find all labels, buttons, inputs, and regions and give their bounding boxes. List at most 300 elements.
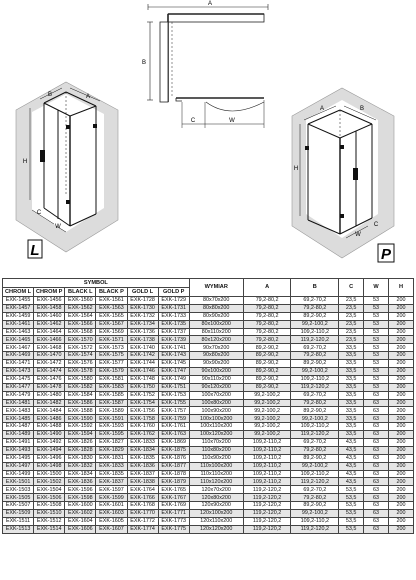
- table-cell: EXK-1746: [127, 368, 158, 376]
- table-cell: 90x120x200: [189, 383, 243, 391]
- table-cell: EXK-1599: [96, 494, 127, 502]
- table-cell: 200: [389, 446, 414, 454]
- table-cell: 23,5: [339, 304, 364, 312]
- table-cell: 100x120x200: [189, 431, 243, 439]
- table-cell: EXK-1587: [96, 399, 127, 407]
- col-header-h: H: [389, 279, 414, 297]
- table-cell: EXK-1577: [96, 360, 127, 368]
- table-cell: 53,5: [339, 502, 364, 510]
- table-cell: 80x100x200: [189, 320, 243, 328]
- table-cell: EXK-1474: [34, 368, 65, 376]
- table-cell: 23,5: [339, 328, 364, 336]
- table-cell: 109,2-110,2: [291, 328, 339, 336]
- table-cell: 109,2-110,2: [291, 517, 339, 525]
- table-cell: EXK-1482: [34, 399, 65, 407]
- table-cell: EXK-1774: [127, 525, 158, 533]
- table-cell: EXK-1769: [158, 502, 189, 510]
- table-cell: 53: [364, 375, 389, 383]
- table-cell: EXK-1742: [127, 352, 158, 360]
- table-cell: EXK-1479: [3, 391, 34, 399]
- table-cell: 99,2-100,2: [291, 510, 339, 518]
- table-cell: EXK-1869: [158, 439, 189, 447]
- table-cell: 200: [389, 478, 414, 486]
- table-cell: 200: [389, 454, 414, 462]
- table-cell: EXK-1481: [3, 399, 34, 407]
- table-cell: 53,5: [339, 510, 364, 518]
- table-cell: 63: [364, 510, 389, 518]
- table-cell: EXK-1576: [65, 360, 96, 368]
- table-cell: 23,5: [339, 297, 364, 305]
- table-cell: 200: [389, 517, 414, 525]
- table-cell: EXK-1739: [158, 336, 189, 344]
- table-cell: EXK-1572: [65, 344, 96, 352]
- table-cell: 43,5: [339, 439, 364, 447]
- table-row: [3, 312, 414, 320]
- table-cell: 53,5: [339, 494, 364, 502]
- table-cell: EXK-1469: [3, 352, 34, 360]
- table-cell: EXK-1489: [3, 431, 34, 439]
- col-header-gold-p: GOLD P: [158, 288, 189, 297]
- table-cell: 200: [389, 336, 414, 344]
- table-cell: 200: [389, 328, 414, 336]
- table-cell: EXK-1485: [3, 415, 34, 423]
- table-cell: EXK-1772: [127, 517, 158, 525]
- table-cell: 110x100x200: [189, 462, 243, 470]
- table-cell: 63: [364, 407, 389, 415]
- table-cell: 79,2-80,2: [291, 304, 339, 312]
- table-cell: 79,2-80,2: [243, 312, 291, 320]
- table-row: [3, 415, 414, 423]
- table-cell: 109,2-110,2: [291, 375, 339, 383]
- table-cell: 200: [389, 470, 414, 478]
- table-body: [3, 297, 414, 534]
- table-row: [3, 383, 414, 391]
- table-cell: 80x90x200: [189, 312, 243, 320]
- left-label-h: H: [22, 159, 28, 165]
- table-cell: EXK-1498: [34, 462, 65, 470]
- table-cell: EXK-1738: [127, 336, 158, 344]
- left-variant-badge: [28, 240, 42, 259]
- table-cell: 69,2-70,2: [291, 344, 339, 352]
- table-cell: EXK-1758: [127, 415, 158, 423]
- table-cell: 120x120x200: [189, 525, 243, 533]
- table-cell: 99,2-100,2: [291, 462, 339, 470]
- table-cell: EXK-1582: [65, 383, 96, 391]
- table-row: [3, 320, 414, 328]
- left-label-c: C: [36, 210, 42, 216]
- table-cell: EXK-1761: [158, 423, 189, 431]
- table-cell: 33,5: [339, 368, 364, 376]
- table-cell: EXK-1510: [34, 510, 65, 518]
- table-cell: 119,2-120,2: [291, 525, 339, 533]
- table-cell: 80x110x200: [189, 328, 243, 336]
- table-row: [3, 423, 414, 431]
- table-cell: 53: [364, 297, 389, 305]
- table-cell: EXK-1560: [65, 297, 96, 305]
- table-cell: 200: [389, 423, 414, 431]
- table-row: [3, 517, 414, 525]
- table-cell: 119,2-120,2: [243, 525, 291, 533]
- table-cell: 69,2-70,2: [291, 439, 339, 447]
- table-cell: EXK-1827: [96, 439, 127, 447]
- table-cell: 200: [389, 510, 414, 518]
- table-cell: EXK-1568: [65, 328, 96, 336]
- table-cell: EXK-1834: [65, 470, 96, 478]
- table-cell: 43,5: [339, 470, 364, 478]
- table-cell: EXK-1574: [65, 352, 96, 360]
- col-header-chrom-l: CHROM L: [3, 288, 34, 297]
- col-header-gold-l: GOLD L: [127, 288, 158, 297]
- symbol-header: SYMBOL: [3, 279, 190, 288]
- table-cell: 63: [364, 423, 389, 431]
- table-cell: 53,5: [339, 486, 364, 494]
- table-cell: EXK-1569: [96, 328, 127, 336]
- table-cell: 200: [389, 494, 414, 502]
- table-cell: EXK-1468: [34, 344, 65, 352]
- table-row: [3, 454, 414, 462]
- table-cell: 200: [389, 297, 414, 305]
- right-label-a: A: [319, 106, 325, 112]
- table-cell: 53: [364, 368, 389, 376]
- table-cell: EXK-1492: [34, 439, 65, 447]
- table-cell: 53,5: [339, 517, 364, 525]
- table-cell: 100x70x200: [189, 391, 243, 399]
- table-cell: EXK-1586: [65, 399, 96, 407]
- left-label-b: B: [47, 92, 53, 98]
- table-cell: 89,2-90,2: [291, 454, 339, 462]
- table-cell: 119,2-120,2: [243, 494, 291, 502]
- table-cell: EXK-1875: [158, 446, 189, 454]
- table-cell: 63: [364, 470, 389, 478]
- table-cell: EXK-1562: [65, 304, 96, 312]
- table-cell: 79,2-80,2: [243, 336, 291, 344]
- table-cell: 89,2-90,2: [243, 375, 291, 383]
- table-cell: 200: [389, 304, 414, 312]
- table-cell: 200: [389, 312, 414, 320]
- table-cell: 33,5: [339, 360, 364, 368]
- table-cell: EXK-1563: [96, 304, 127, 312]
- table-cell: EXK-1508: [34, 502, 65, 510]
- table-cell: 33,5: [339, 423, 364, 431]
- table-cell: EXK-1505: [3, 494, 34, 502]
- table-cell: 109,2-110,2: [243, 454, 291, 462]
- table-cell: EXK-1604: [65, 517, 96, 525]
- col-header-wymiar: WYMIAR: [189, 279, 243, 297]
- plan-label-b: B: [141, 60, 147, 66]
- table-cell: EXK-1503: [3, 486, 34, 494]
- table-cell: EXK-1775: [158, 525, 189, 533]
- table-cell: EXK-1509: [3, 510, 34, 518]
- table-row: [3, 368, 414, 376]
- table-cell: EXK-1731: [158, 304, 189, 312]
- table-cell: EXK-1590: [65, 415, 96, 423]
- table-cell: EXK-1573: [96, 344, 127, 352]
- table-cell: EXK-1465: [3, 336, 34, 344]
- table-cell: 99,2-100,2: [243, 407, 291, 415]
- table-row: [3, 502, 414, 510]
- table-cell: 79,2-80,2: [243, 320, 291, 328]
- table-cell: 109,2-110,2: [291, 423, 339, 431]
- table-cell: 63: [364, 454, 389, 462]
- table-cell: EXK-1607: [96, 525, 127, 533]
- table-cell: 99,2-100,2: [243, 415, 291, 423]
- table-cell: EXK-1828: [65, 446, 96, 454]
- table-cell: 99,2-100,2: [243, 399, 291, 407]
- table-cell: 200: [389, 383, 414, 391]
- table-cell: 89,2-90,2: [243, 383, 291, 391]
- table-cell: EXK-1484: [34, 407, 65, 415]
- table-row: [3, 328, 414, 336]
- table-cell: 33,5: [339, 344, 364, 352]
- table-cell: EXK-1500: [34, 470, 65, 478]
- right-label-c: C: [373, 222, 379, 228]
- table-cell: 200: [389, 462, 414, 470]
- table-cell: 63: [364, 446, 389, 454]
- table-cell: EXK-1501: [3, 478, 34, 486]
- table-cell: 53,5: [339, 525, 364, 533]
- table-cell: EXK-1458: [34, 304, 65, 312]
- table-cell: 23,5: [339, 320, 364, 328]
- plan-label-w: W: [229, 118, 235, 124]
- table-cell: 79,2-80,2: [291, 352, 339, 360]
- table-row: [3, 375, 414, 383]
- table-cell: EXK-1490: [34, 431, 65, 439]
- table-cell: EXK-1588: [65, 407, 96, 415]
- table-cell: 99,2-100,2: [291, 415, 339, 423]
- table-cell: 43,5: [339, 454, 364, 462]
- table-cell: EXK-1487: [3, 423, 34, 431]
- table-cell: EXK-1461: [3, 320, 34, 328]
- table-cell: EXK-1593: [96, 423, 127, 431]
- product-drawings: [0, 0, 416, 270]
- table-cell: 200: [389, 344, 414, 352]
- table-cell: 69,2-70,2: [291, 486, 339, 494]
- table-row: [3, 399, 414, 407]
- table-cell: 79,2-80,2: [291, 494, 339, 502]
- table-cell: EXK-1583: [96, 383, 127, 391]
- table-cell: EXK-1471: [3, 360, 34, 368]
- table-cell: EXK-1570: [65, 336, 96, 344]
- table-cell: EXK-1605: [96, 517, 127, 525]
- table-cell: EXK-1836: [65, 478, 96, 486]
- table-cell: 53: [364, 304, 389, 312]
- table-row: [3, 360, 414, 368]
- plan-view-diagram: [147, 4, 268, 128]
- table-cell: EXK-1598: [65, 494, 96, 502]
- table-cell: EXK-1826: [65, 439, 96, 447]
- table-cell: 69,2-70,2: [291, 297, 339, 305]
- table-cell: 120x100x200: [189, 510, 243, 518]
- table-cell: EXK-1606: [65, 525, 96, 533]
- table-cell: EXK-1514: [34, 525, 65, 533]
- table-row: [3, 494, 414, 502]
- table-cell: EXK-1755: [158, 399, 189, 407]
- table-cell: EXK-1744: [127, 360, 158, 368]
- table-cell: EXK-1762: [127, 431, 158, 439]
- table-cell: EXK-1580: [65, 375, 96, 383]
- table-cell: EXK-1737: [158, 328, 189, 336]
- right-variant-badge: [378, 244, 394, 263]
- table-cell: EXK-1759: [158, 415, 189, 423]
- table-cell: 200: [389, 525, 414, 533]
- table-cell: EXK-1475: [3, 375, 34, 383]
- table-cell: EXK-1831: [96, 454, 127, 462]
- table-cell: 79,2-80,2: [291, 399, 339, 407]
- table-cell: EXK-1571: [96, 336, 127, 344]
- table-cell: 53: [364, 320, 389, 328]
- table-cell: EXK-1838: [127, 478, 158, 486]
- table-cell: 99,2-100,2: [243, 423, 291, 431]
- table-cell: EXK-1466: [34, 336, 65, 344]
- table-cell: 43,5: [339, 462, 364, 470]
- table-cell: EXK-1463: [3, 328, 34, 336]
- table-cell: EXK-1728: [127, 297, 158, 305]
- table-cell: EXK-1829: [96, 446, 127, 454]
- table-row: [3, 297, 414, 305]
- table-row: [3, 525, 414, 533]
- table-cell: 43,5: [339, 446, 364, 454]
- col-header-chrom-p: CHROM P: [34, 288, 65, 297]
- table-cell: EXK-1581: [96, 375, 127, 383]
- table-cell: 200: [389, 431, 414, 439]
- table-row: [3, 352, 414, 360]
- table-cell: 200: [389, 320, 414, 328]
- table-cell: EXK-1470: [34, 352, 65, 360]
- table-cell: 63: [364, 486, 389, 494]
- table-cell: 120x110x200: [189, 517, 243, 525]
- right-label-b: B: [359, 106, 365, 112]
- table-cell: 119,2-120,2: [291, 336, 339, 344]
- table-cell: EXK-1592: [65, 423, 96, 431]
- table-cell: EXK-1878: [158, 470, 189, 478]
- table-cell: 200: [389, 502, 414, 510]
- table-cell: 120x70x200: [189, 486, 243, 494]
- table-cell: 119,2-120,2: [291, 431, 339, 439]
- table-cell: 63: [364, 391, 389, 399]
- table-cell: 63: [364, 415, 389, 423]
- table-cell: EXK-1749: [158, 375, 189, 383]
- col-header-w: W: [364, 279, 389, 297]
- left-label-a: A: [85, 94, 91, 100]
- table-cell: EXK-1565: [96, 312, 127, 320]
- table-cell: EXK-1579: [96, 368, 127, 376]
- table-cell: EXK-1748: [127, 375, 158, 383]
- table-cell: 109,2-110,2: [243, 446, 291, 454]
- table-cell: EXK-1730: [127, 304, 158, 312]
- left-badge-letter: L: [30, 242, 40, 259]
- plan-label-c: C: [190, 118, 196, 124]
- table-cell: 99,2-100,2: [291, 368, 339, 376]
- table-cell: EXK-1752: [127, 391, 158, 399]
- table-cell: EXK-1876: [158, 454, 189, 462]
- table-cell: EXK-1477: [3, 383, 34, 391]
- table-cell: 109,2-110,2: [291, 470, 339, 478]
- table-cell: 89,2-90,2: [291, 312, 339, 320]
- table-cell: EXK-1600: [65, 502, 96, 510]
- table-cell: 53: [364, 344, 389, 352]
- table-cell: EXK-1495: [3, 454, 34, 462]
- table-cell: EXK-1591: [96, 415, 127, 423]
- table-cell: EXK-1770: [127, 510, 158, 518]
- table-cell: 109,2-110,2: [243, 478, 291, 486]
- table-row: [3, 486, 414, 494]
- table-cell: 100x110x200: [189, 423, 243, 431]
- table-cell: EXK-1472: [34, 360, 65, 368]
- table-row: [3, 470, 414, 478]
- table-cell: EXK-1757: [158, 407, 189, 415]
- table-cell: EXK-1585: [96, 391, 127, 399]
- table-cell: 110x70x200: [189, 439, 243, 447]
- table-cell: EXK-1768: [127, 502, 158, 510]
- table-cell: 200: [389, 352, 414, 360]
- table-cell: EXK-1596: [65, 486, 96, 494]
- table-cell: EXK-1566: [65, 320, 96, 328]
- table-cell: EXK-1765: [158, 486, 189, 494]
- table-cell: 200: [389, 415, 414, 423]
- table-cell: 200: [389, 399, 414, 407]
- table-cell: 53: [364, 328, 389, 336]
- table-cell: 109,2-110,2: [243, 470, 291, 478]
- table-cell: 89,2-90,2: [243, 344, 291, 352]
- table-cell: EXK-1513: [3, 525, 34, 533]
- table-cell: 63: [364, 462, 389, 470]
- table-cell: EXK-1494: [34, 446, 65, 454]
- table-cell: EXK-1467: [3, 344, 34, 352]
- right-enclosure-diagram: [292, 88, 394, 258]
- table-cell: 200: [389, 375, 414, 383]
- table-cell: EXK-1601: [96, 502, 127, 510]
- table-cell: 69,2-70,2: [291, 391, 339, 399]
- table-row: [3, 336, 414, 344]
- table-cell: EXK-1877: [158, 462, 189, 470]
- table-cell: EXK-1567: [96, 320, 127, 328]
- table-cell: EXK-1564: [65, 312, 96, 320]
- table-cell: 80x70x200: [189, 297, 243, 305]
- table-cell: 63: [364, 494, 389, 502]
- table-cell: EXK-1478: [34, 383, 65, 391]
- col-header-black-l: BLACK L: [65, 288, 96, 297]
- table-cell: EXK-1735: [158, 320, 189, 328]
- table-cell: 53: [364, 383, 389, 391]
- table-cell: EXK-1459: [3, 312, 34, 320]
- table-cell: 80x120x200: [189, 336, 243, 344]
- table-cell: 33,5: [339, 391, 364, 399]
- table-cell: EXK-1602: [65, 510, 96, 518]
- table-cell: 119,2-120,2: [291, 383, 339, 391]
- table-cell: 110x80x200: [189, 446, 243, 454]
- table-cell: EXK-1771: [158, 510, 189, 518]
- table-cell: 110x90x200: [189, 454, 243, 462]
- table-cell: 33,5: [339, 407, 364, 415]
- table-cell: 119,2-120,2: [291, 478, 339, 486]
- table-cell: EXK-1480: [34, 391, 65, 399]
- table-cell: EXK-1835: [127, 454, 158, 462]
- table-cell: EXK-1462: [34, 320, 65, 328]
- table-cell: EXK-1561: [96, 297, 127, 305]
- col-header-b: B: [291, 279, 339, 297]
- table-cell: EXK-1476: [34, 375, 65, 383]
- table-cell: 63: [364, 399, 389, 407]
- table-cell: EXK-1750: [127, 383, 158, 391]
- table-cell: 109,2-110,2: [243, 439, 291, 447]
- table-cell: 109,2-110,2: [243, 462, 291, 470]
- table-row: [3, 304, 414, 312]
- table-cell: EXK-1499: [3, 470, 34, 478]
- table-cell: 89,2-90,2: [291, 502, 339, 510]
- table-cell: 53: [364, 360, 389, 368]
- table-cell: 53: [364, 312, 389, 320]
- product-spec-table: [2, 278, 414, 534]
